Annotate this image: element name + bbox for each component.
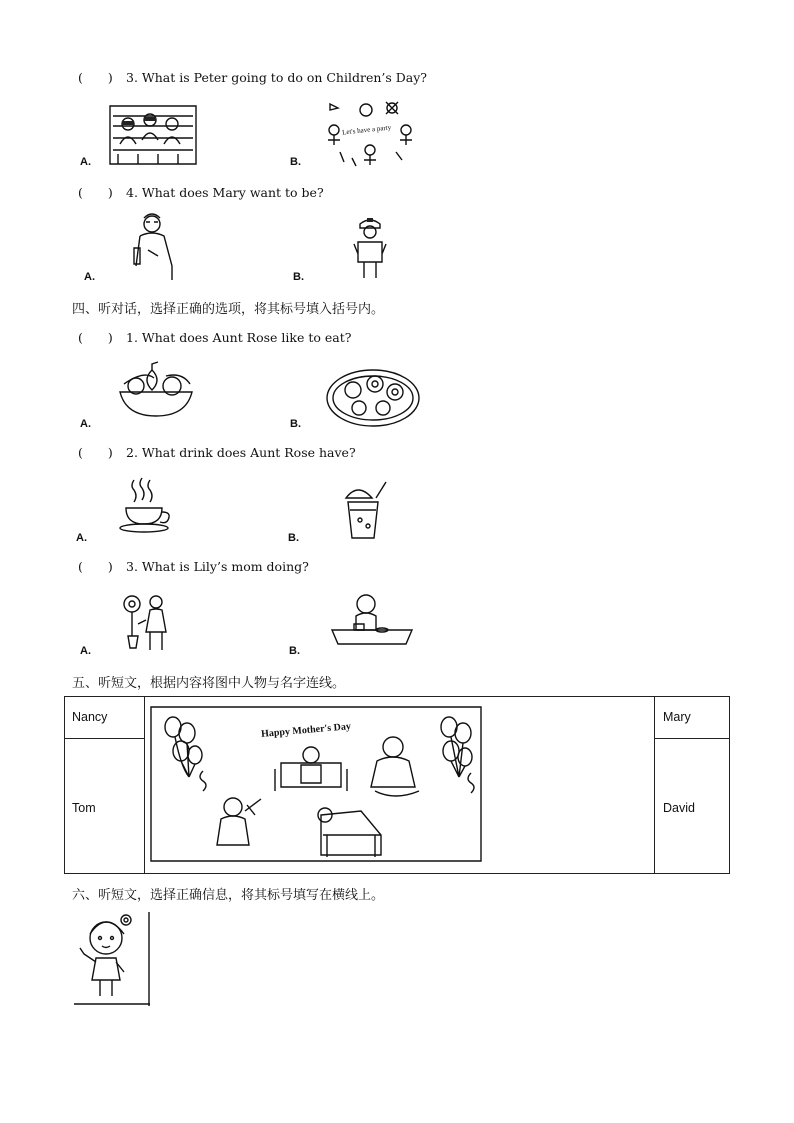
option-b-label: B. [290,418,301,430]
option-b-label: B. [289,645,300,657]
answer-parentheses[interactable]: ( ) [78,330,113,345]
answer-parentheses[interactable]: ( ) [78,559,113,574]
question-peter [78,68,427,86]
question-text: 4. What does Mary want to be? [126,185,324,200]
option-a-label: A. [76,532,87,544]
girl-waving-image [72,910,152,1008]
name-mary[interactable]: Mary [663,710,691,724]
question-text: 2. What drink does Aunt Rose have? [126,445,356,460]
woman-with-bottle-image [128,210,184,282]
juice-glass-image [338,478,394,542]
name-david[interactable]: David [663,801,695,815]
police-officer-image [350,216,390,280]
option-b-label: B. [288,532,299,544]
hot-tea-cup-image [118,476,174,534]
question-aunt-rose-eat [78,328,351,346]
name-nancy[interactable]: Nancy [72,710,108,724]
option-a-label: A. [80,418,91,430]
party-caption: Let's have a party [341,123,392,137]
name-tom[interactable]: Tom [72,801,96,815]
option-a-label: A. [84,271,95,283]
question-lily-mom [78,557,309,575]
option-b-label: B. [293,271,304,283]
party-kids-image [320,100,420,170]
answer-parentheses[interactable]: ( ) [78,185,113,200]
cookie-plate-image [325,368,421,428]
cooking-at-table-image [330,590,414,652]
question-text: 3. What is Lily’s mom doing? [126,559,309,574]
question-aunt-rose-drink [78,443,356,461]
question-text: 1. What does Aunt Rose like to eat? [126,330,352,345]
option-b-label: B. [290,156,301,168]
section-4-title: 四、听对话，选择正确的选项，将其标号填入括号内。 [72,302,385,317]
cinema-audience-image [108,104,198,166]
question-text: 3. What is Peter going to do on Children’s Day? [126,70,428,85]
answer-parentheses[interactable]: ( ) [78,445,113,460]
section-5-title: 五、听短文，根据内容将图中人物与名字连线。 [72,676,346,691]
watering-flowers-image [120,590,176,652]
matching-table [64,696,730,874]
question-mary [78,183,324,201]
fruit-bowl-image [116,362,196,418]
answer-parentheses[interactable]: ( ) [78,70,113,85]
option-a-label: A. [80,156,91,168]
section-6-title: 六、听短文，选择正确信息，将其标号填写在横线上。 [72,888,385,903]
option-a-label: A. [80,645,91,657]
mothers-day-banner: Happy Mother's Day [260,721,352,740]
